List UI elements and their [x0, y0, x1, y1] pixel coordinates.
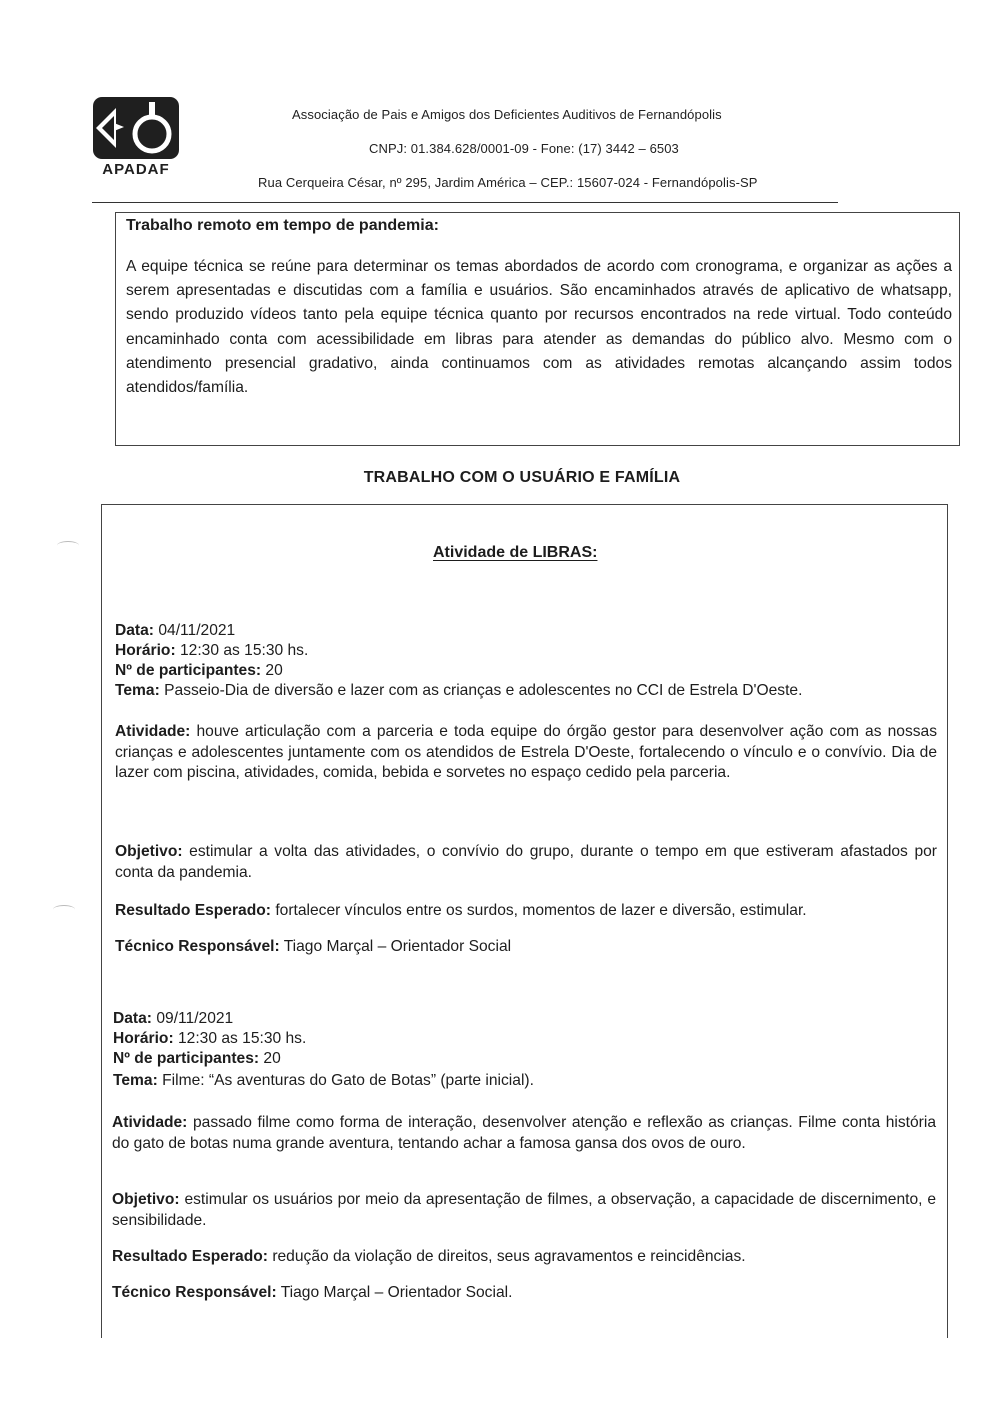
- entry-theme: [113, 1071, 534, 1092]
- activity-value: passado filme como forma de interação, desenvolver atenção e reflexão as crianças. Filme conta história do gato de botas numa grande aventura, tentando achar a famosa gansa dos ovos de ouro.: [112, 1114, 936, 1152]
- entry-participants: [113, 1049, 281, 1070]
- objective-value: estimular os usuários por meio da apresentação de filmes, a observação, a capacidade de discernimento, e sensibilidade.: [112, 1191, 936, 1229]
- technician-value: Tiago Marçal – Orientador Social.: [280, 1284, 513, 1301]
- scan-mark: [57, 541, 79, 550]
- entry-objective: [115, 842, 937, 883]
- entry-time: [113, 1029, 306, 1050]
- remote-work-text: A equipe técnica se reúne para determinar os temas abordados de acordo com cronograma, e organizar as ações a serem apresentadas e discutidas com a família e usuários. São encaminhados através de aplicativo de whatsapp, sendo produzido vídeos tanto pela equipe técnica quanto por recursos encontrados na rede virtual. Todo conteúdo encaminhado conta com acessibilidade em libras para atender as demandas do público alvo. Mesmo com o atendimento presencial gradativo, ainda continuamos com as atividades remotas alcançando assim todos atendidos/família.: [126, 258, 952, 397]
- entry-expected-result: [112, 1247, 746, 1268]
- date-label: Data:: [113, 1010, 152, 1027]
- participants-label: Nº de participantes:: [113, 1050, 260, 1067]
- activity-value: houve articulação com a parceria e toda equipe do órgão gestor para desenvolver ação com as nossas crianças e adolescentes juntamente com os atendidos de Estrela D'Oeste, fortalecendo o vínculo e o convívio. Dia de lazer com piscina, atividades, comida, bebida e sorvetes no espaço cedido pela parceria.: [115, 723, 938, 781]
- time-label: Horário:: [113, 1030, 174, 1047]
- participants-label: Nº de participantes:: [115, 662, 262, 679]
- entry-objective: [112, 1190, 936, 1231]
- participants-value: 20: [265, 662, 283, 679]
- activity-title: Atividade de LIBRAS:: [433, 544, 598, 561]
- entry-expected-result: [115, 901, 807, 922]
- theme-value: Filme: “As aventuras do Gato de Botas” (parte inicial).: [162, 1072, 534, 1089]
- section-title: TRABALHO COM O USUÁRIO E FAMÍLIA: [363, 469, 681, 486]
- org-name: Associação de Pais e Amigos dos Deficientes Auditivos de Fernandópolis: [292, 107, 722, 122]
- apadaf-logo-icon: [92, 96, 180, 176]
- technician-label: Técnico Responsável:: [112, 1284, 277, 1301]
- org-address: Rua Cerqueira César, nº 295, Jardim América – CEP.: 15607-024 - Fernandópolis-SP: [258, 175, 758, 190]
- objective-value: estimular a volta das atividades, o convívio do grupo, durante o tempo em que estiveram afastados por conta da pandemia.: [115, 843, 937, 881]
- date-label: Data:: [115, 622, 154, 639]
- apadaf-logo: [92, 96, 180, 176]
- entry-technician: [112, 1283, 512, 1304]
- expected-result-value: redução da violação de direitos, seus agravamentos e reincidências.: [272, 1248, 746, 1265]
- activity-label: Atividade:: [112, 1114, 188, 1131]
- date-value: 09/11/2021: [156, 1010, 234, 1027]
- org-cnpj: CNPJ: 01.384.628/0001-09 - Fone: (17) 3442 – 6503: [369, 141, 679, 156]
- theme-value: Passeio-Dia de diversão e lazer com as crianças e adolescentes no CCI de Estrela D'Oeste.: [164, 682, 803, 699]
- objective-label: Objetivo:: [115, 843, 183, 860]
- entry-time: [115, 641, 308, 662]
- technician-label: Técnico Responsável:: [115, 938, 280, 955]
- time-value: 12:30 as 15:30 hs.: [178, 1030, 307, 1047]
- expected-result-label: Resultado Esperado:: [115, 902, 271, 919]
- entry-date: [113, 1009, 233, 1030]
- entry-activity: [112, 1113, 936, 1154]
- theme-label: Tema:: [113, 1072, 158, 1089]
- entry-technician: [115, 937, 511, 958]
- date-value: 04/11/2021: [158, 622, 236, 639]
- header-divider: [92, 202, 838, 203]
- activity-label: Atividade:: [115, 723, 191, 740]
- time-label: Horário:: [115, 642, 176, 659]
- expected-result-label: Resultado Esperado:: [112, 1248, 268, 1265]
- technician-value: Tiago Marçal – Orientador Social: [283, 938, 512, 955]
- entry-participants: [115, 661, 283, 682]
- entry-activity: [115, 722, 937, 784]
- remote-work-box: [115, 212, 960, 446]
- remote-work-title: Trabalho remoto em tempo de pandemia:: [126, 217, 439, 234]
- entry-theme: [115, 681, 802, 702]
- expected-result-value: fortalecer vínculos entre os surdos, momentos de lazer e diversão, estimular.: [275, 902, 807, 919]
- scan-mark: [53, 905, 75, 914]
- entry-date: [115, 621, 235, 642]
- theme-label: Tema:: [115, 682, 160, 699]
- participants-value: 20: [263, 1050, 281, 1067]
- objective-label: Objetivo:: [112, 1191, 180, 1208]
- logo-text: APADAF: [102, 161, 170, 176]
- time-value: 12:30 as 15:30 hs.: [180, 642, 309, 659]
